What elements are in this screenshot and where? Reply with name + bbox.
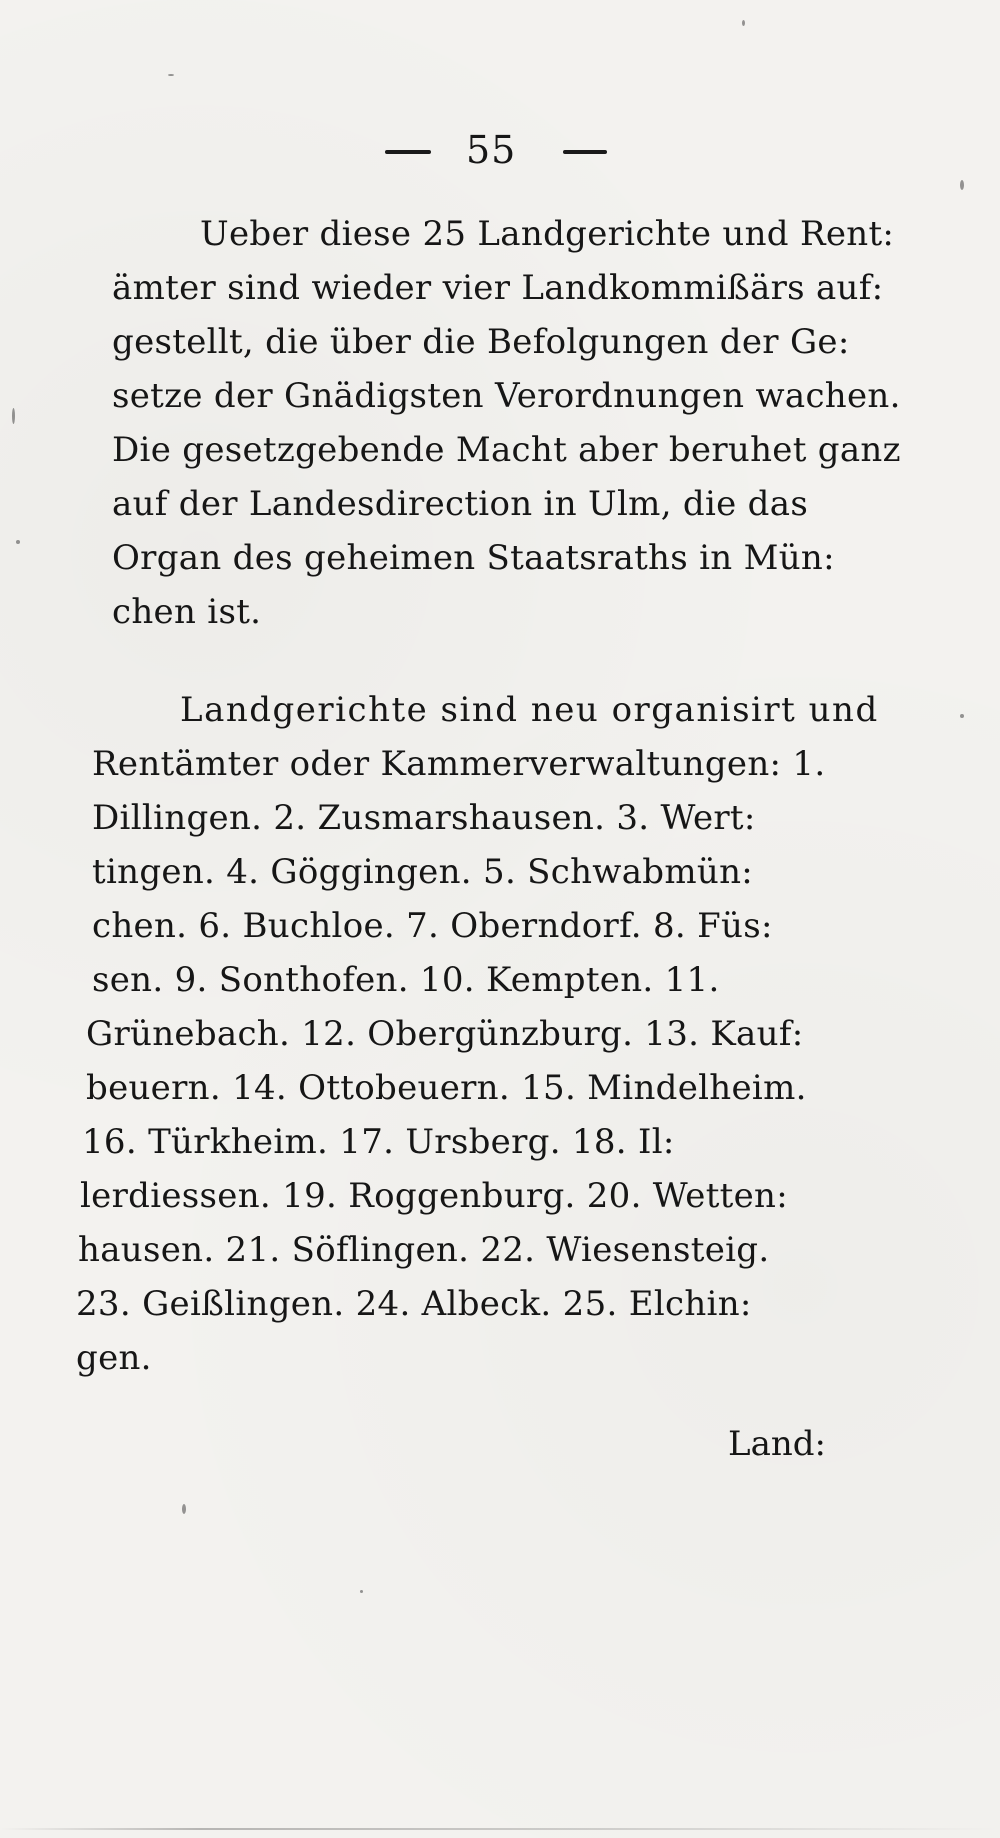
paper-speck [742, 20, 745, 26]
paper-speck [168, 74, 174, 76]
text-line: Dillingen. 2. Zusmarshausen. 3. Wert: [92, 798, 756, 838]
paper-speck [12, 408, 15, 424]
text-line: gen. [76, 1338, 152, 1378]
text-line: beuern. 14. Ottobeuern. 15. Mindelheim. [86, 1068, 807, 1108]
text-line: ämter sind wieder vier Landkommißärs auf: [112, 268, 884, 308]
header-dash-right [563, 150, 607, 154]
text-line: chen. 6. Buchloe. 7. Oberndorf. 8. Füs: [92, 906, 773, 946]
text-line: chen ist. [112, 592, 262, 632]
text-line: 16. Türkheim. 17. Ursberg. 18. Il: [82, 1122, 675, 1162]
paper-speck [360, 1590, 363, 1593]
header-dash-left [385, 150, 431, 154]
text-line: Landgerichte sind neu organisirt und [180, 690, 879, 730]
text-line: gestellt, die über die Befolgungen der Ge: [112, 322, 850, 362]
page-edge [0, 1828, 1000, 1830]
text-line: hausen. 21. Söflingen. 22. Wiesensteig. [78, 1230, 770, 1270]
catchword: Land: [728, 1424, 826, 1464]
text-line: setze der Gnädigsten Verordnungen wachen. [112, 376, 901, 416]
text-line: auf der Landesdirection in Ulm, die das [112, 484, 809, 524]
text-line: Die gesetzgebende Macht aber beruhet ganz [112, 430, 901, 470]
text-line: Organ des geheimen Staatsraths in Mün: [112, 538, 835, 578]
page-number: 55 [466, 128, 517, 172]
paper-speck [960, 714, 964, 718]
text-line: Grünebach. 12. Obergünzburg. 13. Kauf: [86, 1014, 804, 1054]
text-line: Ueber diese 25 Landgerichte und Rent: [200, 214, 895, 254]
page-header [0, 128, 1000, 178]
paper-speck [960, 180, 964, 190]
text-line: tingen. 4. Göggingen. 5. Schwabmün: [92, 852, 754, 892]
paper-speck [16, 540, 20, 544]
text-line: sen. 9. Sonthofen. 10. Kempten. 11. [92, 960, 720, 1000]
text-line: Rentämter oder Kammerverwaltungen: 1. [92, 744, 826, 784]
paper-speck [182, 1504, 186, 1514]
text-line: lerdiessen. 19. Roggenburg. 20. Wetten: [80, 1176, 789, 1216]
text-line: 23. Geißlingen. 24. Albeck. 25. Elchin: [76, 1284, 752, 1324]
